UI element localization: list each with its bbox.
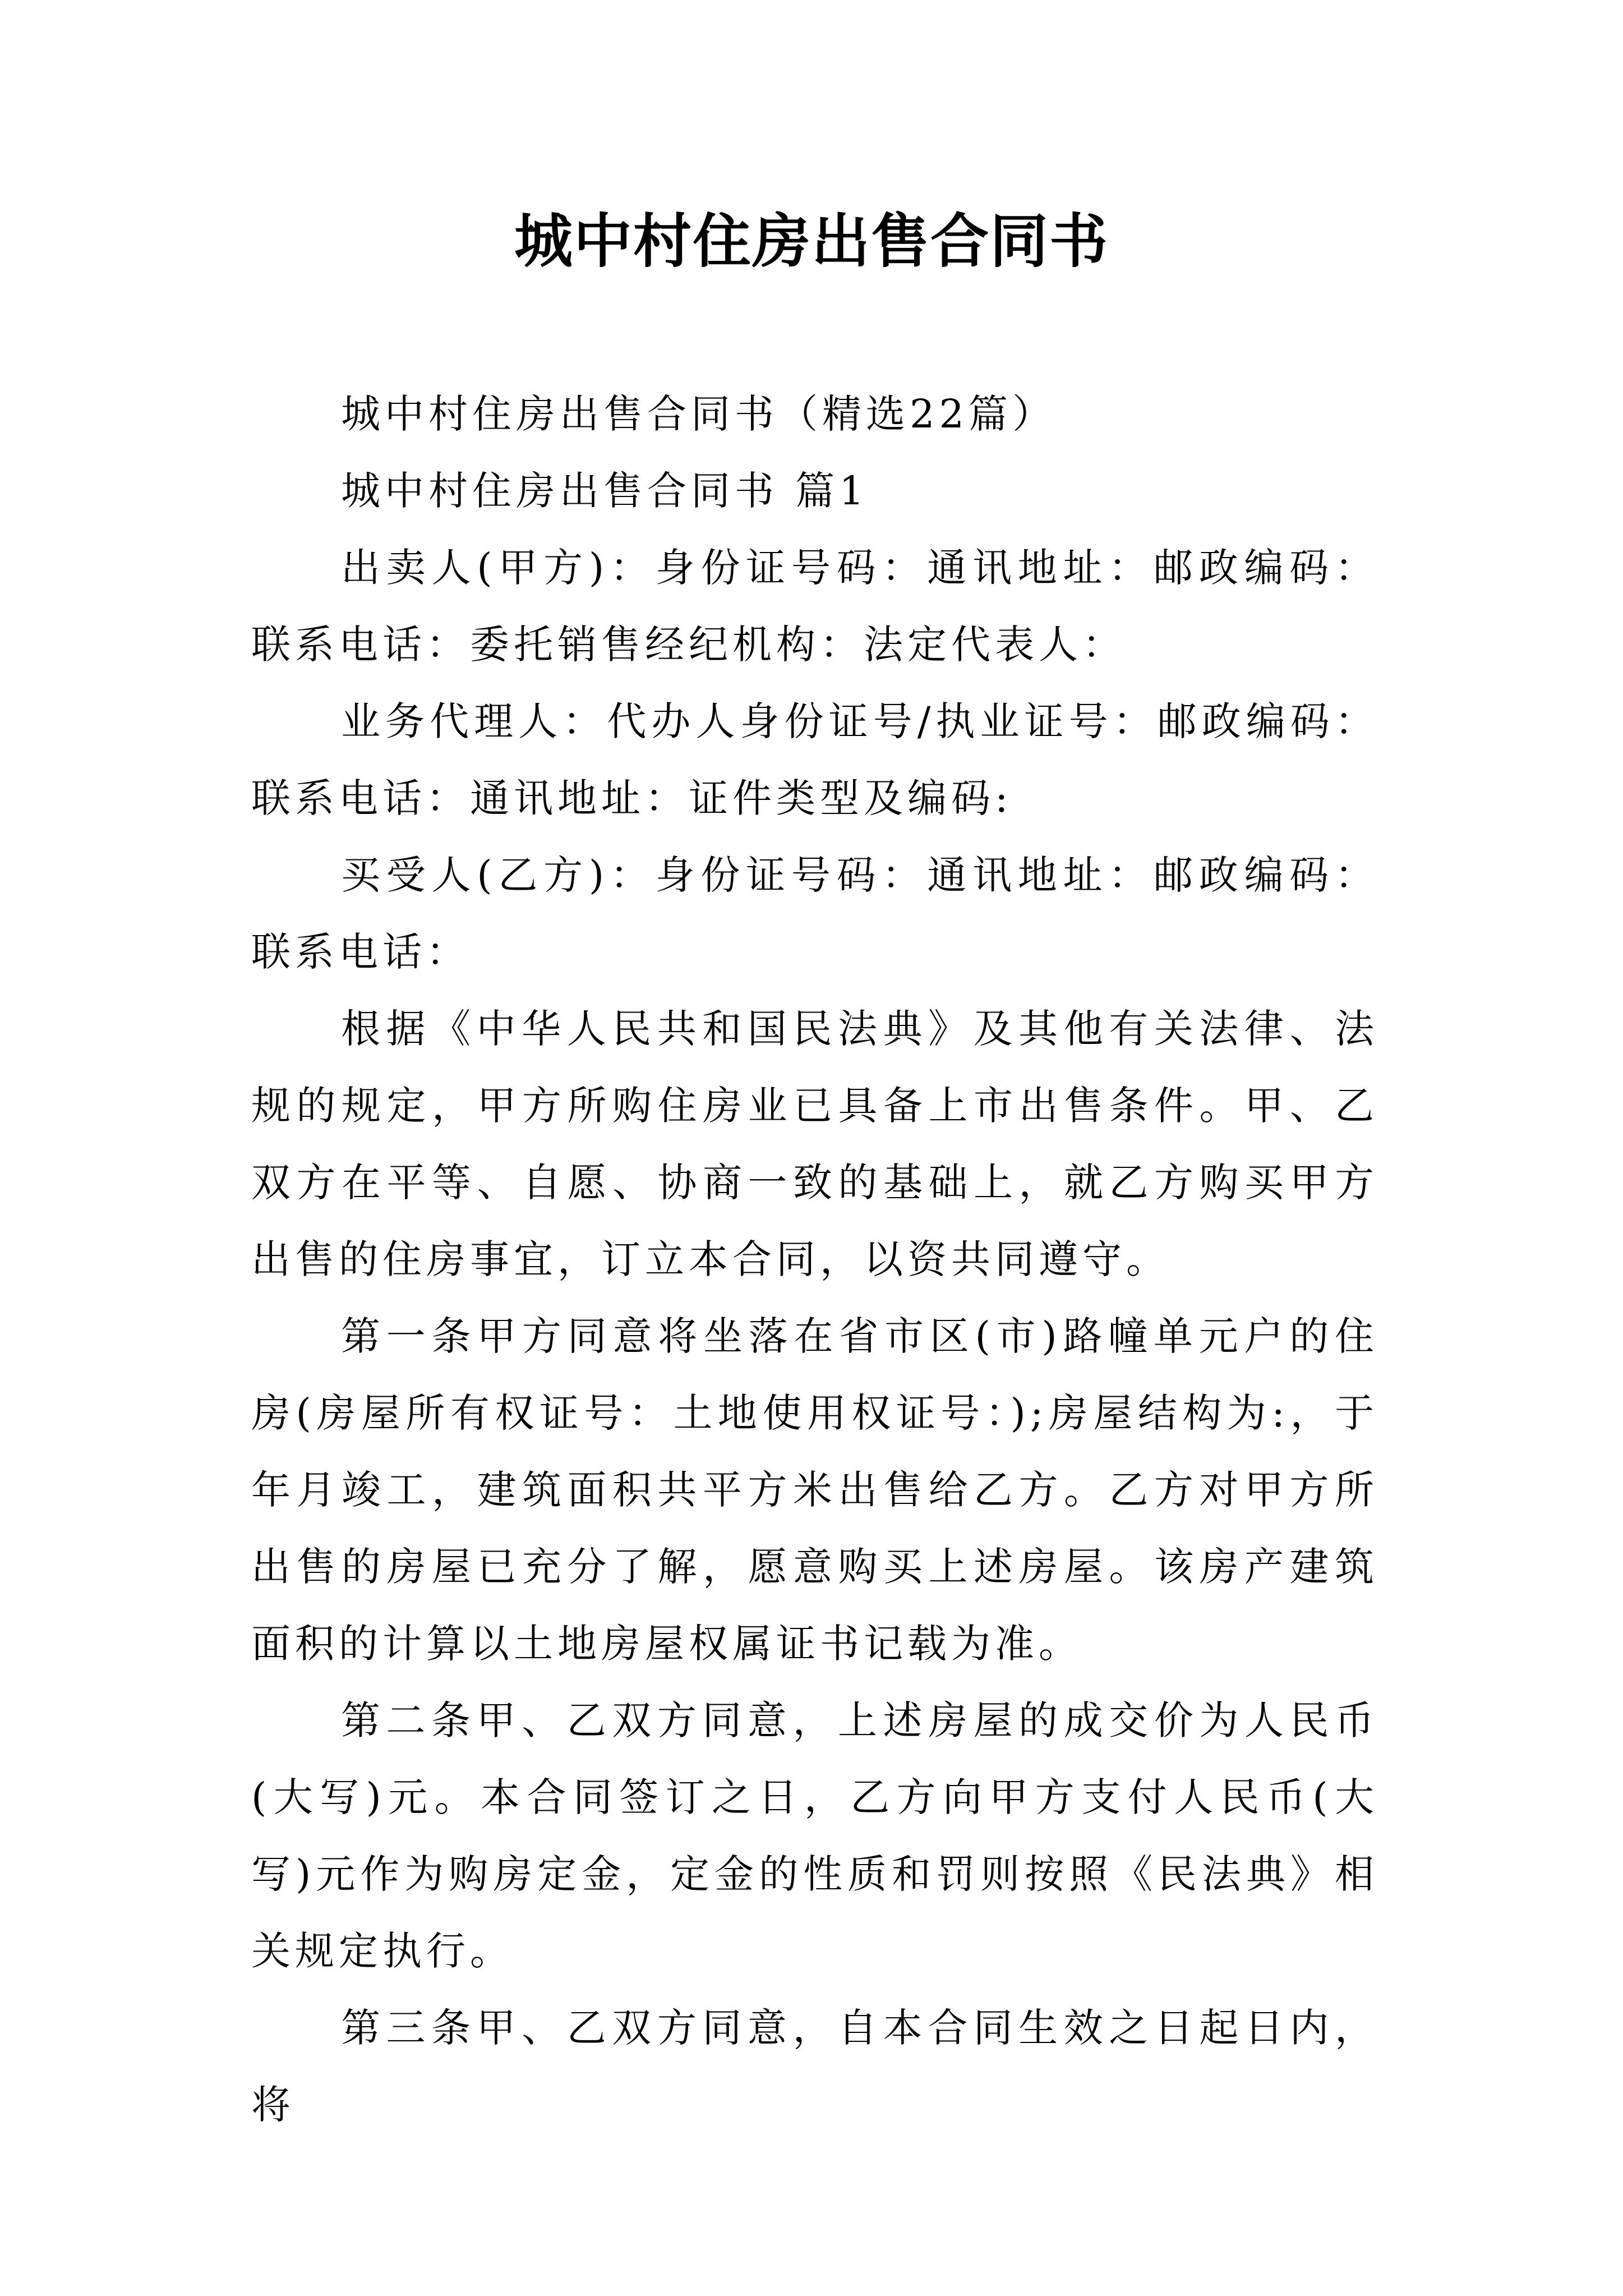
document-body (251, 376, 1378, 2143)
paragraph-section-heading: 城中村住房出售合同书 篇1 (341, 468, 869, 514)
paragraph-article-2: 第二条甲、乙双方同意，上述房屋的成交价为人民币(大写)元。本合同签订之日，乙方向甲方支付人民币(大写)元作为购房定金，定金的性质和罚则按照《民法典》相关规定执行。 (251, 1697, 1378, 1974)
paragraph-collection-title: 城中村住房出售合同书（精选22篇） (341, 391, 1057, 437)
paragraph-seller-info: 出卖人(甲方)：身份证号码：通讯地址：邮政编码：联系电话：委托销售经纪机构：法定代表人： (251, 545, 1378, 668)
paragraph-preamble: 根据《中华人民共和国民法典》及其他有关法律、法规的规定，甲方所购住房业已具备上市出售条件。甲、乙双方在平等、自愿、协商一致的基础上，就乙方购买甲方出售的住房事宜，订立本合同，以资共同遵守。 (251, 1006, 1378, 1282)
paragraph-article-3: 第三条甲、乙双方同意，自本合同生效之日起日内，将 (251, 2005, 1378, 2128)
paragraph-agent-info: 业务代理人：代办人身份证号/执业证号：邮政编码：联系电话：通讯地址：证件类型及编码: (251, 698, 1378, 821)
paragraph-buyer-info: 买受人(乙方)：身份证号码：通讯地址：邮政编码：联系电话： (251, 852, 1378, 975)
paragraph-article-1: 第一条甲方同意将坐落在省市区(市)路幢单元户的住房(房屋所有权证号：土地使用权证号：);房屋结构为:，于年月竣工，建筑面积共平方米出售给乙方。乙方对甲方所出售的房屋已充分了解，愿意购买上述房屋。该房产建筑面积的计算以土地房屋权属证书记载为准。 (251, 1313, 1378, 1667)
document-title: 城中村住房出售合同书 (514, 206, 1109, 275)
